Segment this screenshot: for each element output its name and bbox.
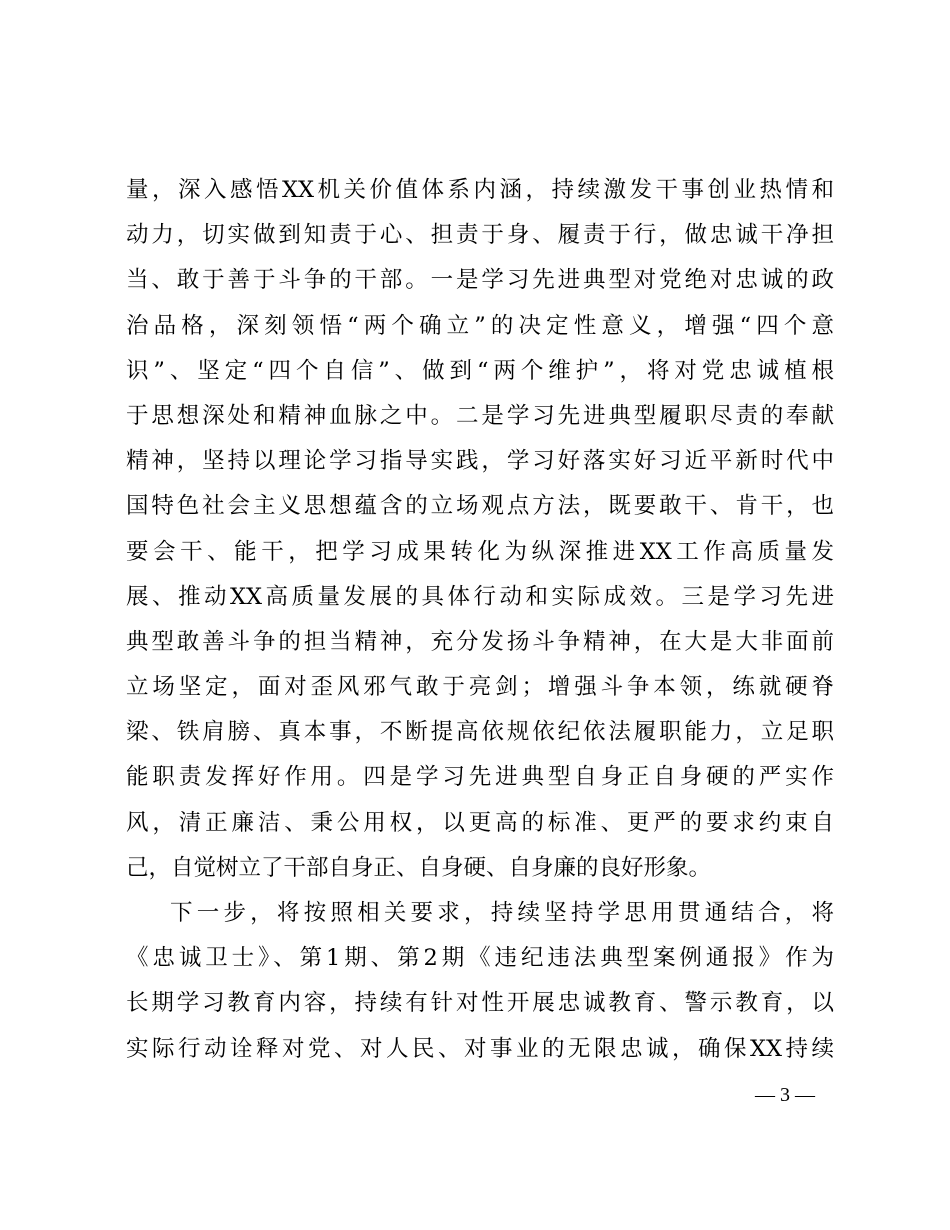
body-text [126, 168, 834, 1072]
text-line: 下一步，将按照相关要求，持续坚持学思用贯通结合，将 [170, 900, 834, 926]
paragraph-1 [126, 168, 834, 891]
text-line: 动力，切实做到知责于心、担责于身、履责于行，做忠诚干净担 [126, 222, 834, 249]
text-line: 展、推动XX高质量发展的具体行动和实际成效。三是学习先进 [126, 583, 834, 610]
text-line: 当、敢于善于斗争的干部。一是学习先进典型对党绝对忠诚的政 [126, 267, 834, 294]
text-line: 治品格，深刻领悟“两个确立”的决定性意义，增强“四个意 [126, 312, 834, 339]
text-line: 要会干、能干，把学习成果转化为纵深推进XX工作高质量发 [126, 538, 834, 565]
text-line: 于思想深处和精神血脉之中。二是学习先进典型履职尽责的奉献 [126, 402, 834, 429]
text-line: 风，清正廉洁、秉公用权，以更高的标准、更严的要求约束自 [126, 809, 834, 836]
text-line: 精神，坚持以理论学习指导实践，学习好落实好习近平新时代中 [126, 448, 834, 475]
text-line: 立场坚定，面对歪风邪气敢于亮剑；增强斗争本领，练就硬脊 [126, 674, 834, 701]
text-line: 国特色社会主义思想蕴含的立场观点方法，既要敢干、肯干，也 [126, 493, 834, 520]
text-line: 能职责发挥好作用。四是学习先进典型自身正自身硬的严实作 [126, 764, 834, 791]
text-line: 梁、铁肩膀、真本事，不断提高依规依纪依法履职能力，立足职 [126, 719, 834, 746]
text-line: 典型敢善斗争的担当精神，充分发扬斗争精神，在大是大非面前 [126, 628, 834, 655]
text-line: 实际行动诠释对党、对人民、对事业的无限忠诚，确保XX持续 [126, 1035, 834, 1062]
text-line: 识”、坚定“四个自信”、做到“两个维护”，将对党忠诚植根 [126, 357, 834, 384]
text-line: 《忠诚卫士》、第1期、第2期《违纪违法典型案例通报》作为 [126, 945, 834, 972]
paragraph-2 [126, 891, 834, 1072]
text-line: 量，深入感悟XX机关价值体系内涵，持续激发干事创业热情和 [126, 177, 834, 203]
page-number: — 3 — [755, 1084, 815, 1106]
text-line: 己，自觉树立了干部自身正、自身硬、自身廉的良好形象。 [126, 854, 712, 881]
text-line: 长期学习教育内容，持续有针对性开展忠诚教育、警示教育，以 [126, 990, 834, 1017]
